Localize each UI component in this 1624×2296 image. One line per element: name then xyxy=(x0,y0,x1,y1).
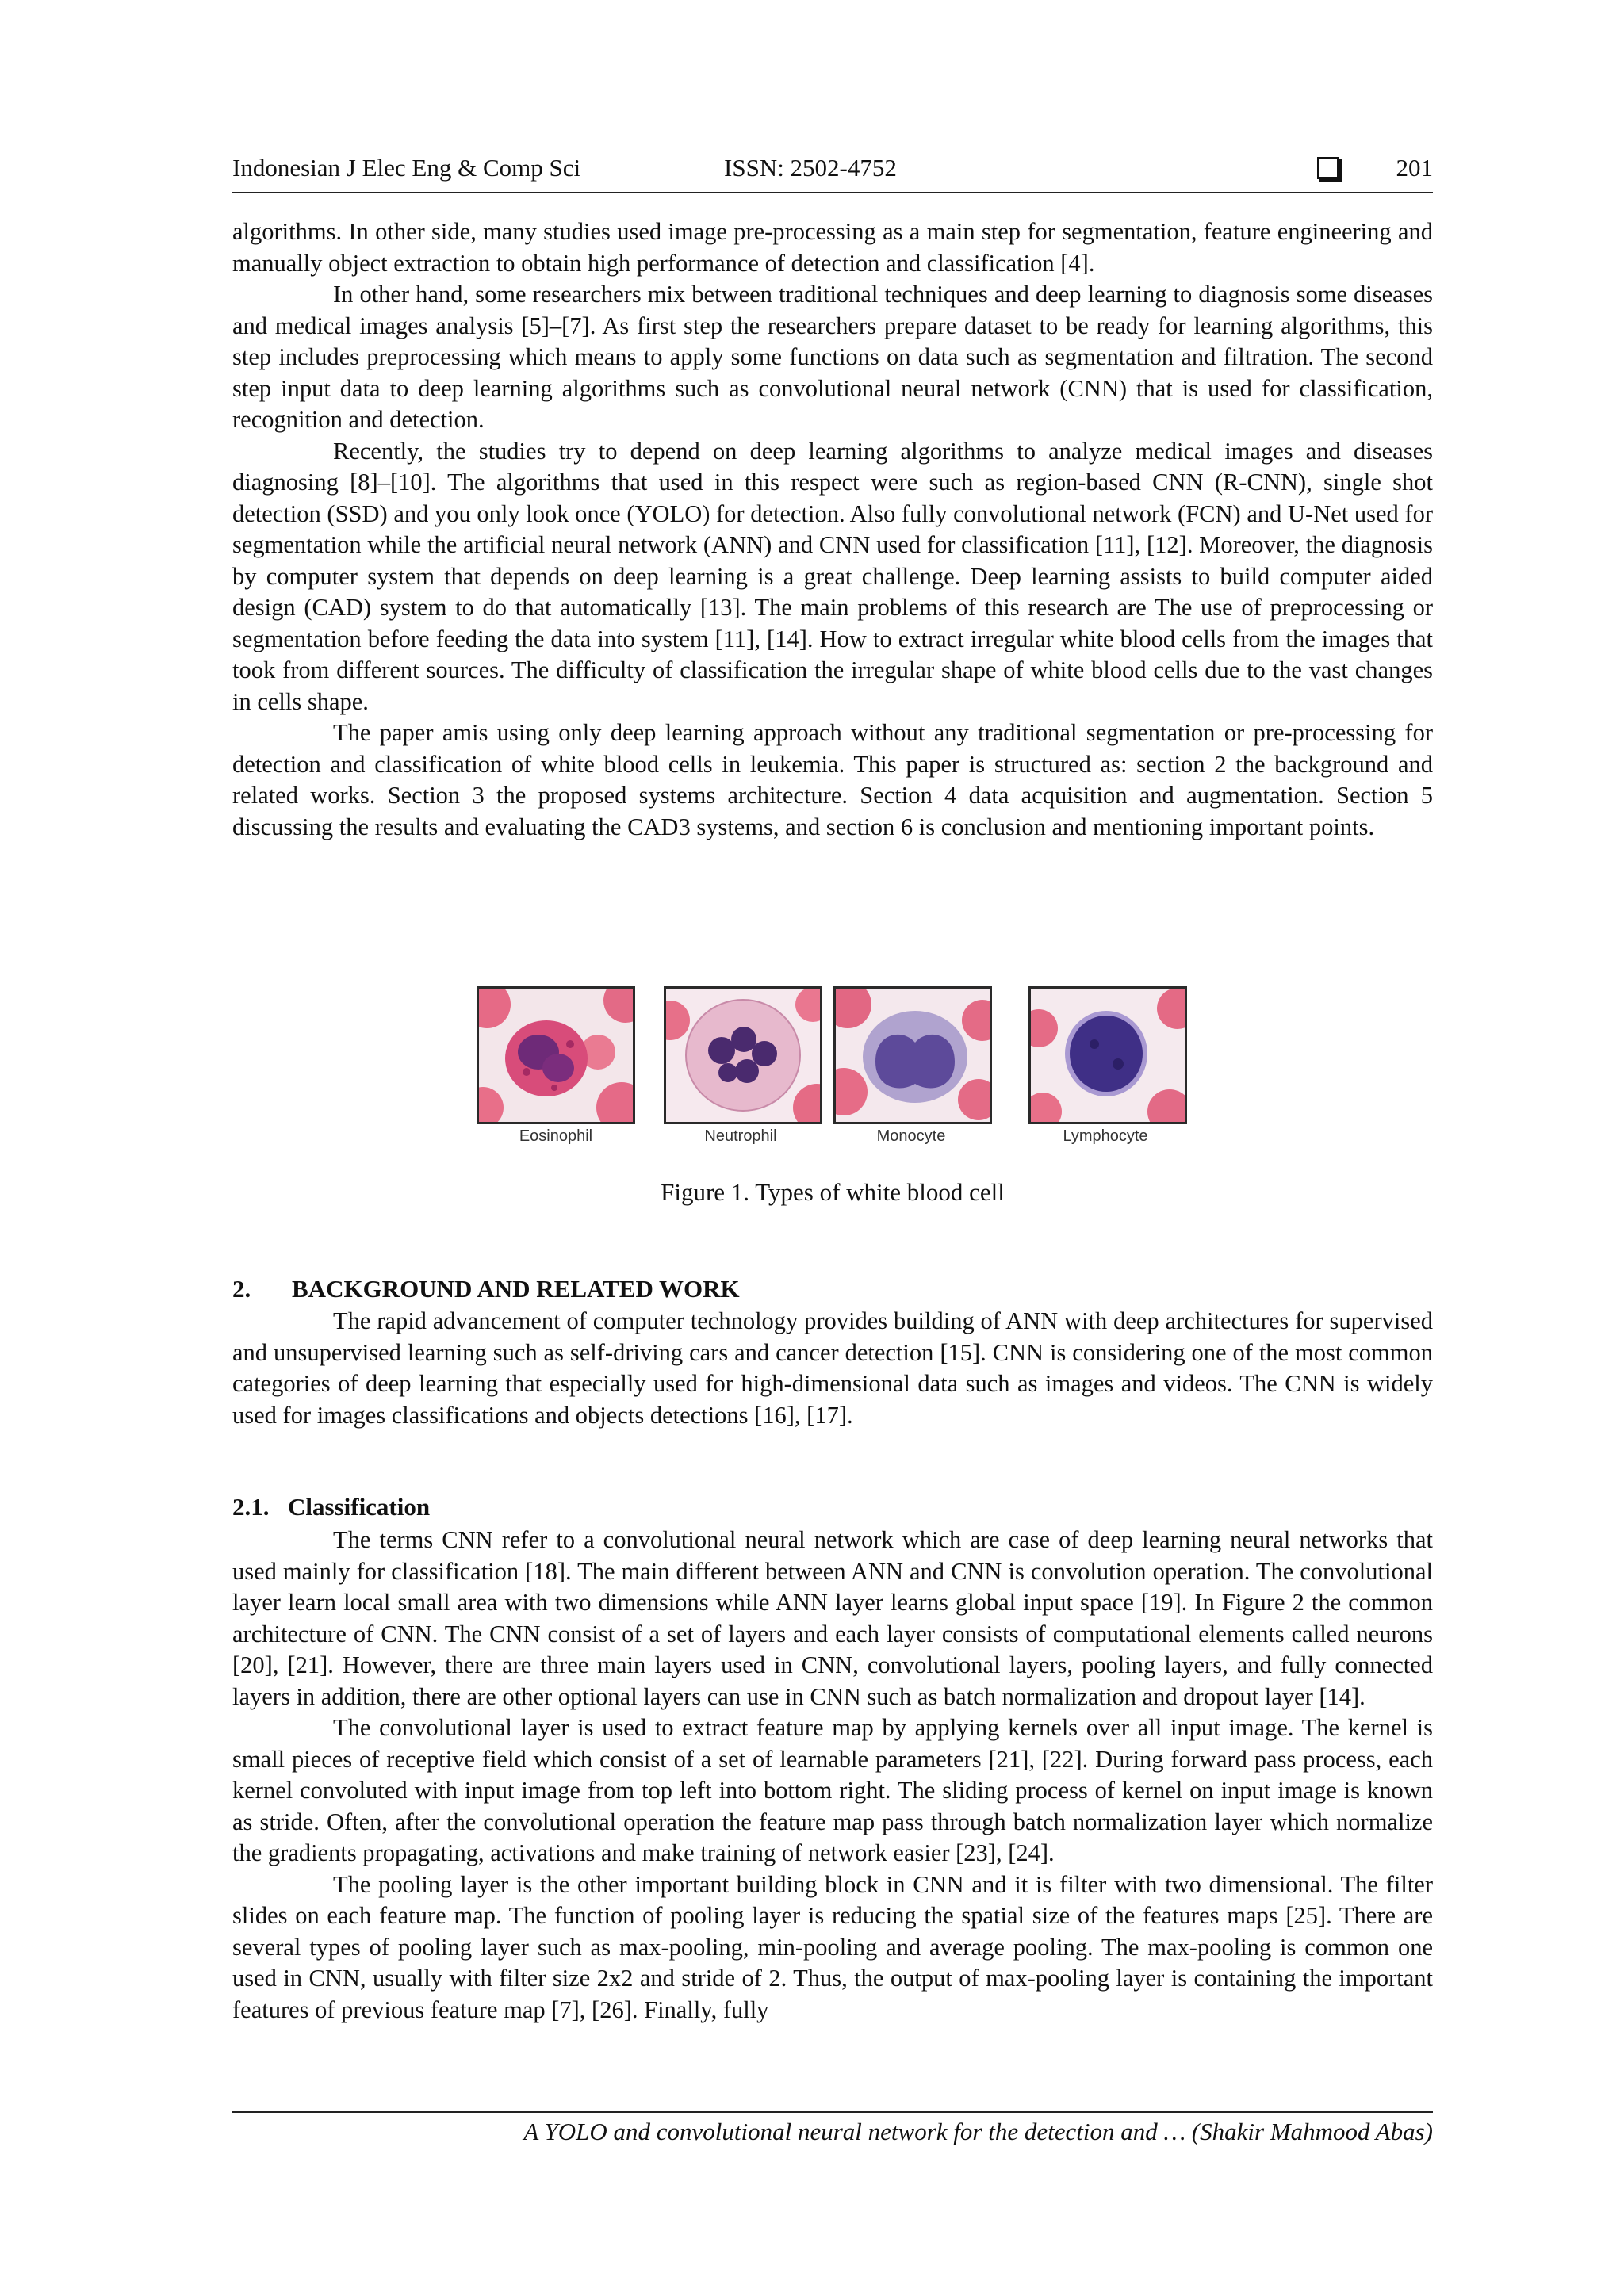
subsection-title: Classification xyxy=(288,1493,431,1521)
paragraph: The rapid advancement of computer technology provides building of ANN with deep architectures for supervised and unsupervised learning such as self-driving cars and cancer detection [15]. CNN is considering one of the most common categories of deep learning that especially used for high-dimensional data such as images and videos. The CNN is widely used for images classifications and objects detections [16], [17]. xyxy=(232,1307,1433,1429)
figure-white-blood-cells xyxy=(477,986,1189,1149)
eosinophil-image xyxy=(477,986,635,1124)
subsection-heading xyxy=(232,1493,430,1521)
figure-label-neutrophil: Neutrophil xyxy=(704,1127,777,1145)
neutrophil-image xyxy=(664,986,822,1124)
lymphocyte-image xyxy=(1028,986,1187,1124)
intro-text xyxy=(232,216,1433,843)
paragraph: The terms CNN refer to a convolutional neural network which are case of deep learning neural networks that used mainly for classification [18]. The main different between ANN and CNN is convolution operation. The convolutional layer learn local small area with two dimensions while ANN layer learns global input space [19]. In Figure 2 the common architecture of CNN. The CNN consist of a set of layers and each layer consists of computational elements called neurons [20], [21]. However, there are three main layers used in CNN, convolutional layers, pooling layers, and fully connected layers in addition, there are other optional layers can use in CNN such as batch normalization and dropout layer [14]. xyxy=(232,1526,1433,1710)
figure-caption: Figure 1. Types of white blood cell xyxy=(661,1178,1005,1206)
monocyte-image xyxy=(833,986,992,1124)
figure-label-lymphocyte: Lymphocyte xyxy=(1063,1127,1148,1145)
page-number: 201 xyxy=(1396,154,1433,182)
figure-label-monocyte: Monocyte xyxy=(876,1127,946,1145)
figure-label-eosinophil: Eosinophil xyxy=(519,1127,593,1145)
subsection-number: 2.1. xyxy=(232,1493,270,1521)
section-heading xyxy=(232,1275,740,1303)
paragraph: In other hand, some researchers mix between traditional techniques and deep learning to diagnosis some diseases and medical images analysis [5]–[7]. As first step the researchers prepare dataset to be ready for learning algorithms, this step includes preprocessing which means to apply some functions on data such as segmentation and filtration. The second step input data to deep learning algorithms such as convolutional neural network (CNN) that is used for classification, recognition and detection. xyxy=(232,281,1433,433)
section-number: 2. xyxy=(232,1275,251,1303)
paper-page xyxy=(232,0,1433,2296)
paragraph: Recently, the studies try to depend on deep learning algorithms to analyze medical images and diseases diagnosing [8]–[10]. The algorithms that used in this respect were such as region-based CNN (R-CNN), single shot detection (SSD) and you only look once (YOLO) for detection. Also fully convolutional network (FCN) and U-Net used for segmentation while the artificial neural network (ANN) and CNN used for classification [11], [12]. Moreover, the diagnosis by computer system that depends on deep learning is a great challenge. Deep learning assists to build computer aided design (CAD) system to do that automatically [13]. The main problems of this research are The use of preprocessing or segmentation before feeding the data into system [11], [14]. How to extract irregular white blood cells from the images that took from different sources. The difficulty of classification the irregular shape of white blood cells due to the vast changes in cells shape. xyxy=(232,437,1433,715)
paragraph: The paper amis using only deep learning approach without any traditional segmentation or pre-processing for detection and classification of white blood cells in leukemia. This paper is structured as: section 2 the background and related works. Section 3 the proposed systems architecture. Section 4 data acquisition and augmentation. Section 5 discussing the results and evaluating the CAD3 systems, and section 6 is conclusion and mentioning important points. xyxy=(232,719,1433,840)
paragraph: The convolutional layer is used to extract feature map by applying kernels over all input image. The kernel is small pieces of receptive field which consist of a set of learnable parameters [21], [22]. During forward pass process, each kernel convoluted with input image from top left into bottom right. The sliding process of kernel on input image is known as stride. Often, after the convolutional operation the feature map pass through batch normalization layer which normalize the gradients propagating, activations and make training of network easier [23], [24]. xyxy=(232,1714,1433,1866)
square-bullet-icon xyxy=(1317,157,1339,179)
section-title: BACKGROUND AND RELATED WORK xyxy=(292,1275,740,1303)
journal-name: Indonesian J Elec Eng & Comp Sci xyxy=(232,154,581,182)
running-footer: A YOLO and convolutional neural network for the detection and … (Shakir Mahmood Abas) xyxy=(232,2111,1433,2146)
paragraph: The pooling layer is the other important building block in CNN and it is filter with two dimensional. The filter slides on each feature map. The function of pooling layer is reducing the spatial size of the features maps [25]. There are several types of pooling layer such as max-pooling, min-pooling and average pooling. The max-pooling is common one used in CNN, usually with filter size 2x2 and stride of 2. Thus, the output of max-pooling layer is containing the important features of previous feature map [7], [26]. Finally, fully xyxy=(232,1870,1433,2023)
running-header xyxy=(232,154,1433,193)
issn: ISSN: 2502-4752 xyxy=(724,154,897,182)
section2-text xyxy=(232,1306,1433,1431)
section21-text xyxy=(232,1525,1433,2026)
paragraph: algorithms. In other side, many studies used image pre-processing as a main step for segmentation, feature engineering and manually object extraction to obtain high performance of detection and classification [4]. xyxy=(232,218,1433,277)
